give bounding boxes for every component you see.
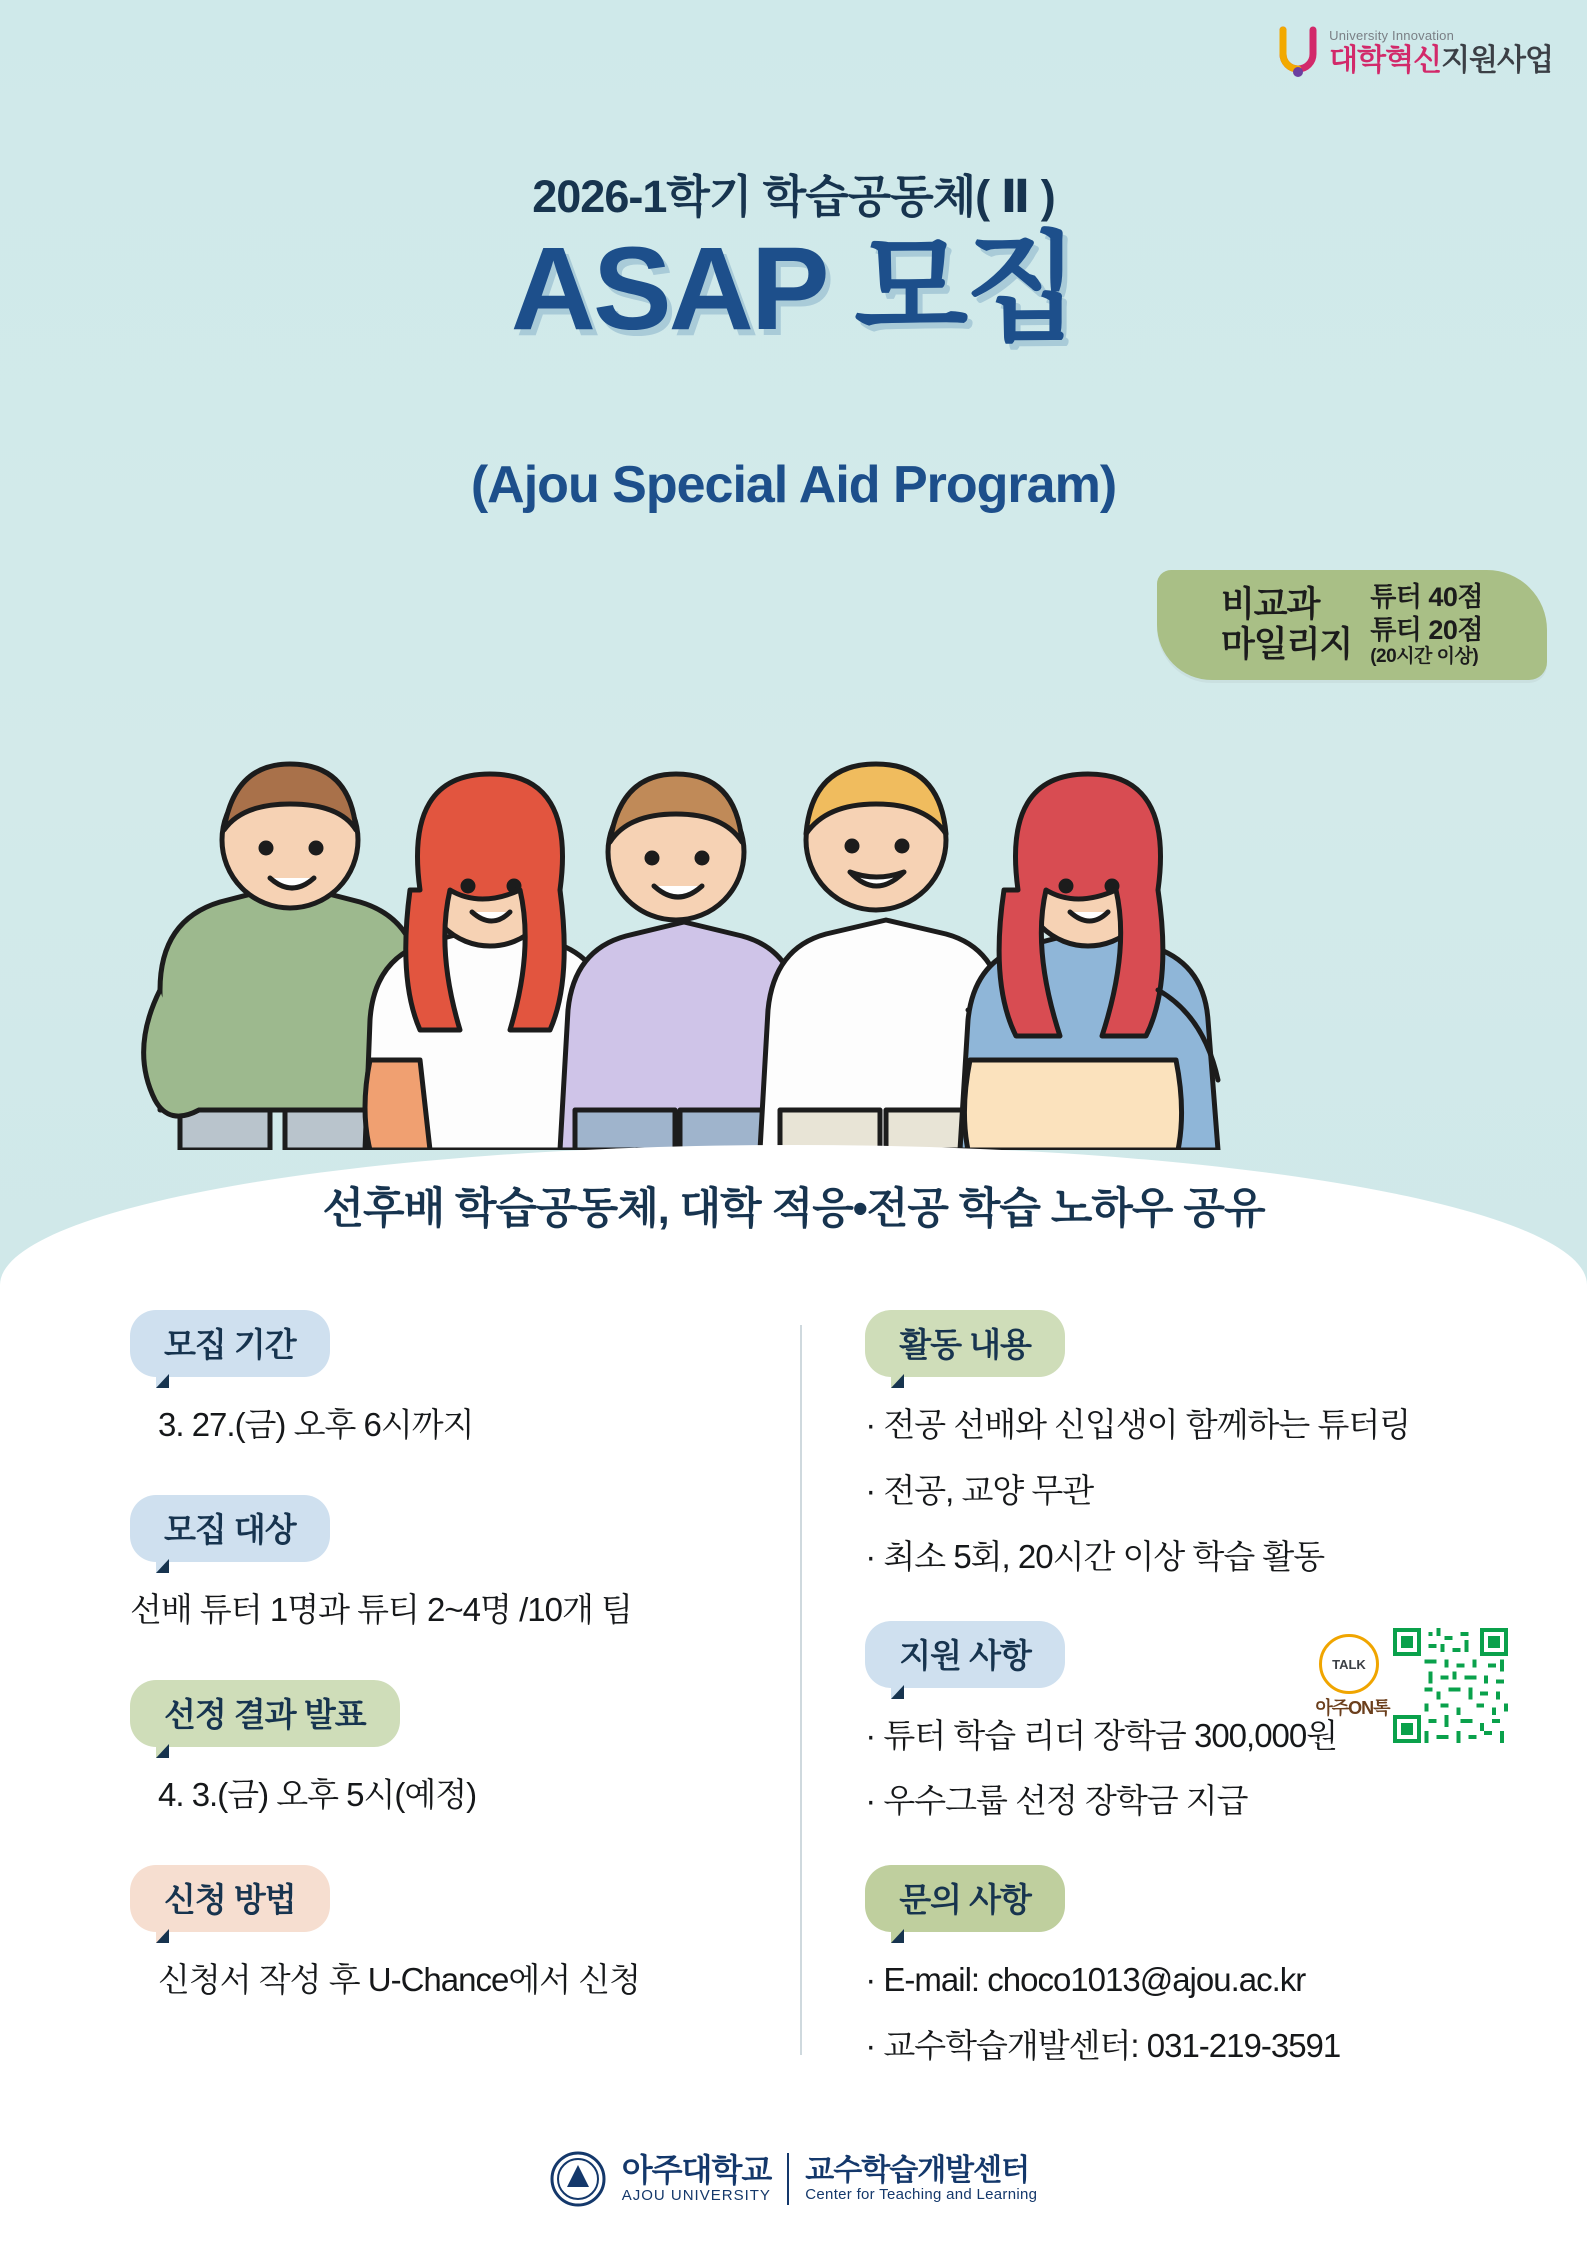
university-innovation-logo <box>1275 26 1553 78</box>
activity-content-line-1: · 전공 선배와 신입생이 함께하는 튜터링 <box>865 1406 1411 1443</box>
application-method-value: 신청서 작성 후 U-Chance에서 신청 <box>158 1960 641 1998</box>
logo-main-text-2: 지원사업 <box>1441 43 1553 77</box>
footer-center-en: Center for Teaching and Learning <box>805 2186 1038 2204</box>
content-columns <box>0 1310 1587 2125</box>
support-line-1: · 튜터 학습 리더 장학금 300,000원 <box>865 1716 1338 1754</box>
poster-title: ASAP 모집 <box>510 223 1077 355</box>
section-recruit-period <box>130 1310 825 1449</box>
footer-divider <box>787 2153 789 2205</box>
mileage-tutee: 튜티 20점 <box>1370 614 1484 645</box>
innovation-mark-icon <box>1275 26 1321 78</box>
footer <box>0 2151 1587 2207</box>
contact-email: · E-mail: choco1013@ajou.ac.kr <box>865 1961 1306 1999</box>
support-line-2: · 우수그룹 선정 장학금 지급 <box>865 1782 1248 1820</box>
logo-main-text-1: 대학혁신 <box>1329 43 1442 77</box>
section-label-result-announcement: 선정 결과 발표 <box>130 1680 400 1747</box>
mileage-label-line1: 비교과 <box>1220 584 1320 624</box>
poster-subtitle: 2026-1학기 학습공동체( Ⅱ ) <box>532 171 1055 222</box>
footer-center-ko: 교수학습개발센터 <box>805 2154 1030 2188</box>
talk-label: 아주ON톡 <box>1315 1698 1390 1718</box>
section-label-application-method: 신청 방법 <box>130 1865 330 1932</box>
right-column <box>825 1310 1587 2125</box>
footer-univ-en: AJOU UNIVERSITY <box>621 2186 771 2204</box>
tagline: 선후배 학습공동체, 대학 적응•전공 학습 노하우 공유 <box>322 1185 1265 1233</box>
contact-phone: · 교수학습개발센터: 031-219-3591 <box>865 2027 1341 2065</box>
section-label-recruit-period: 모집 기간 <box>130 1310 330 1377</box>
section-label-activity-content: 활동 내용 <box>865 1310 1065 1377</box>
students-illustration <box>120 590 1370 1150</box>
qr-code-icon[interactable] <box>1393 1628 1508 1743</box>
mileage-tutor: 튜터 40점 <box>1370 582 1484 613</box>
left-column <box>0 1310 825 2125</box>
section-contact <box>865 1865 1587 2070</box>
ajou-seal-icon <box>550 2151 606 2207</box>
section-label-recruit-target: 모집 대상 <box>130 1495 330 1562</box>
section-label-contact: 문의 사항 <box>865 1865 1065 1932</box>
section-recruit-target <box>130 1495 825 1634</box>
mileage-note: (20시간 이상) <box>1370 645 1479 667</box>
poster-english-title: (Ajou Special Aid Program) <box>470 456 1117 514</box>
mileage-label-line2: 마일리지 <box>1220 625 1353 664</box>
logo-sub-text: University Innovation <box>1329 27 1455 43</box>
section-label-support: 지원 사항 <box>865 1621 1065 1688</box>
section-result-announcement <box>130 1680 825 1819</box>
section-activity-content <box>865 1310 1587 1581</box>
result-announcement-value: 4. 3.(금) 오후 5시(예정) <box>158 1775 477 1813</box>
recruit-period-value: 3. 27.(금) 오후 6시까지 <box>158 1406 474 1443</box>
qr-code-block[interactable] <box>1315 1628 1531 1743</box>
activity-content-line-2: · 전공, 교양 무관 <box>865 1471 1094 1509</box>
recruit-target-value: 선배 튜터 1명과 튜티 2~4명 /10개 팀 <box>130 1590 632 1628</box>
footer-univ-ko: 아주대학교 <box>621 2152 772 2189</box>
activity-content-line-3: · 최소 5회, 20시간 이상 학습 활동 <box>865 1537 1325 1575</box>
section-application-method <box>130 1865 825 2004</box>
talk-badge-icon: TALK <box>1319 1634 1379 1694</box>
